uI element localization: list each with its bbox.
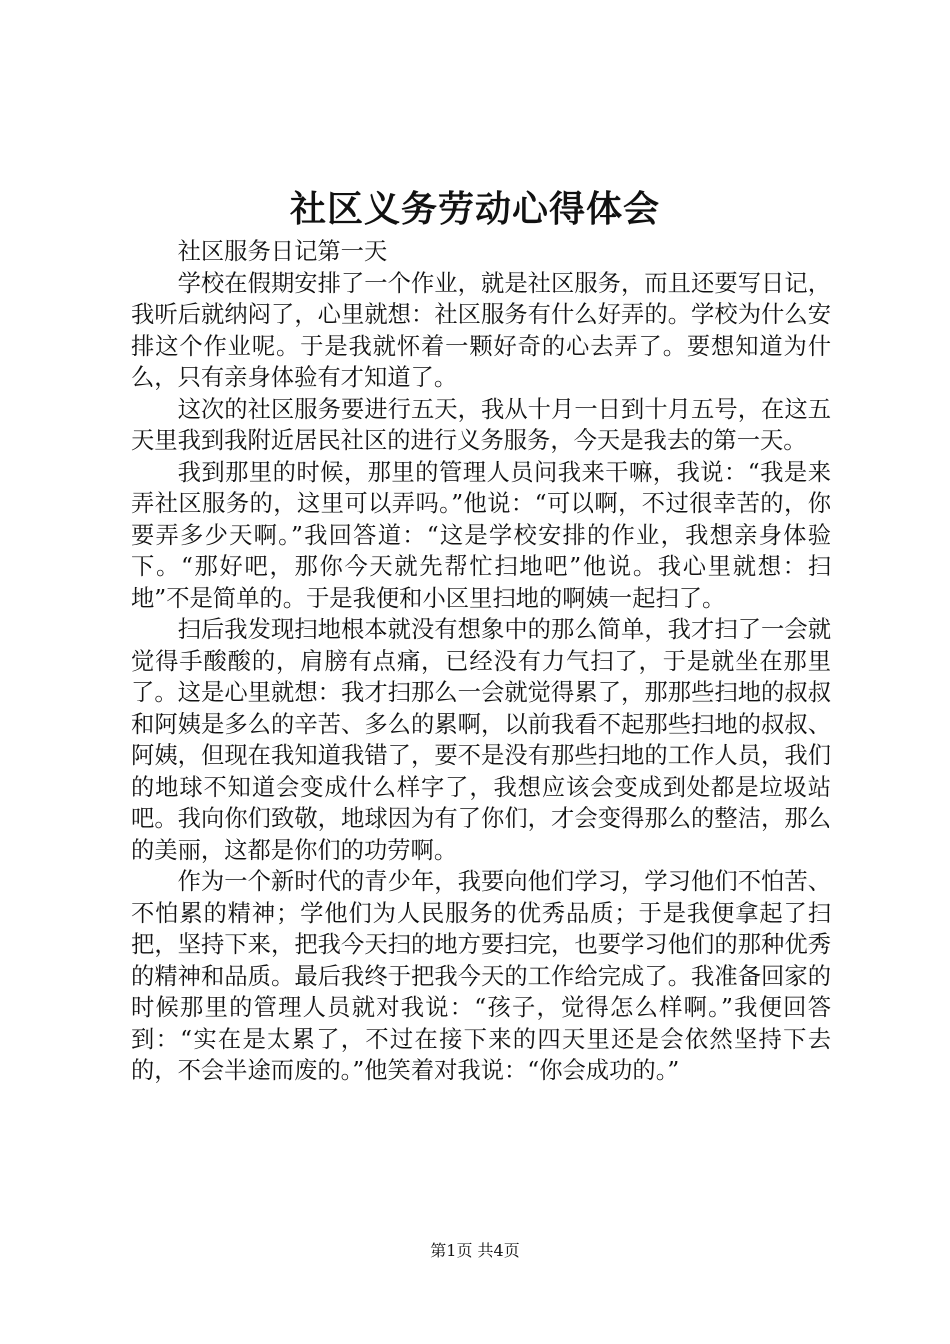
- paragraph: 学校在假期安排了一个作业，就是社区服务，而且还要写日记，我听后就纳闷了，心里就想：社区服务有什么好弄的。学校为什么安排这个作业呢。于是我就怀着一颗好奇的心去弄了。要想知道为什么，只有亲身体验有才知道了。: [131, 269, 831, 391]
- document-body: [131, 236, 831, 1087]
- paragraph: 作为一个新时代的青少年，我要向他们学习，学习他们不怕苦、不怕累的精神；学他们为人民服务的优秀品质；于是我便拿起了扫把，坚持下来，把我今天扫的地方要扫完，也要学习他们的那种优秀的精神和品质。最后我终于把我今天的工作给完成了。我准备回家的时候那里的管理人员就对我说：“孩子，觉得怎么样啊。”我便回答到：“实在是太累了，不过在接下来的四天里还是会依然坚持下去的，不会半途而废的。”他笑着对我说：“你会成功的。”: [131, 868, 831, 1084]
- document-title: 社区义务劳动心得体会: [289, 188, 660, 230]
- paragraph: 我到那里的时候，那里的管理人员问我来干嘛，我说：“我是来弄社区服务的，这里可以弄吗。”他说：“可以啊，不过很幸苦的，你要弄多少天啊。”我回答道：“这是学校安排的作业，我想亲身体验下。“那好吧，那你今天就先帮忙扫地吧”他说。我心里就想：扫地”不是简单的。于是我便和小区里扫地的啊姨一起扫了。: [131, 458, 831, 612]
- paragraph-heading: 社区服务日记第一天: [177, 238, 388, 265]
- page-footer: 第1页 共4页: [430, 1241, 520, 1260]
- paragraph: 这次的社区服务要进行五天，我从十月一日到十月五号，在这五天里我到我附近居民社区的进行义务服务，今天是我去的第一天。: [131, 395, 831, 454]
- paragraph: 扫后我发现扫地根本就没有想象中的那么简单，我才扫了一会就觉得手酸酸的，肩膀有点痛，已经没有力气扫了，于是就坐在那里了。这是心里就想：我才扫那么一会就觉得累了，那那些扫地的叔叔和阿姨是多么的辛苦、多么的累啊，以前我看不起那些扫地的叔叔、阿姨，但现在我知道我错了，要不是没有那些扫地的工作人员，我们的地球不知道会变成什么样字了，我想应该会变成到处都是垃圾站吧。我向你们致敬，地球因为有了你们，才会变得那么的整洁，那么的美丽，这都是你们的功劳啊。: [131, 616, 831, 864]
